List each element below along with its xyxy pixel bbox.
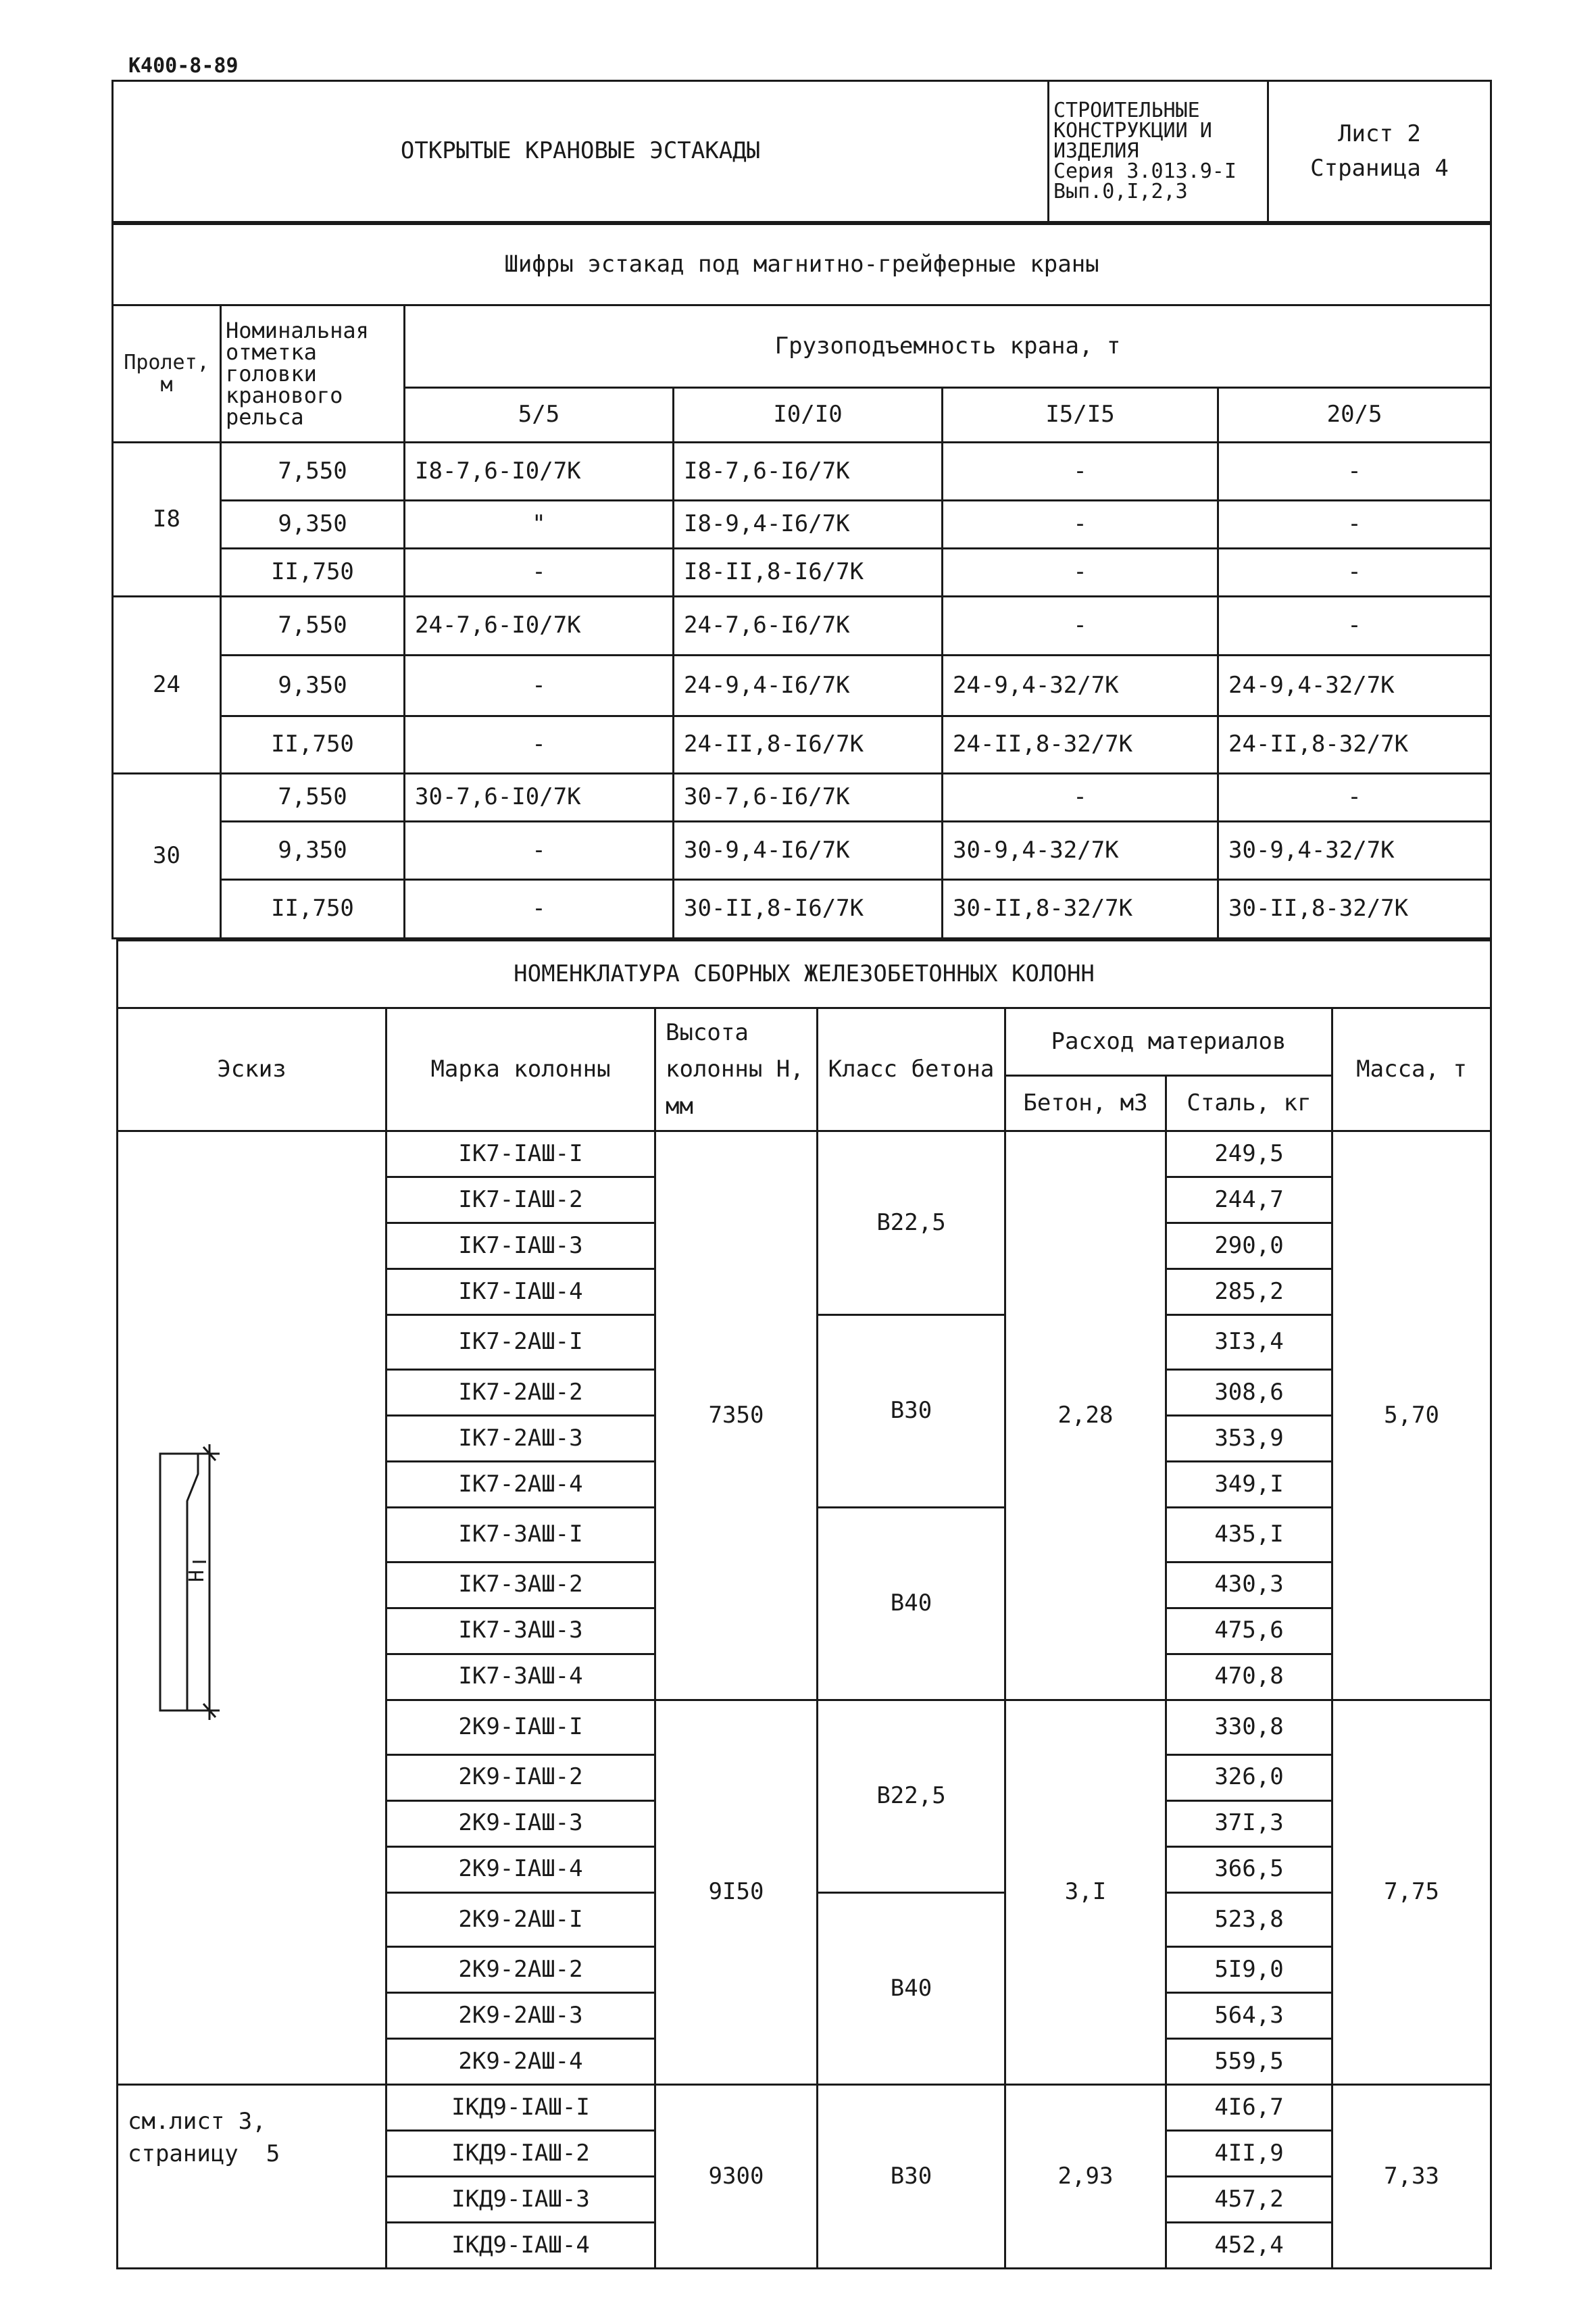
- code-cell: 24-9,4-32/7К: [1218, 656, 1491, 716]
- code-cell: I8-9,4-I6/7К: [674, 500, 943, 548]
- steel-cell: 308,6: [1166, 1369, 1332, 1415]
- steel-cell: 285,2: [1166, 1269, 1332, 1315]
- code-cell: -: [405, 656, 674, 716]
- code-cell: I8-7,6-I0/7К: [405, 443, 674, 500]
- rail-mark-cell: II,750: [221, 879, 405, 939]
- table-row: [113, 822, 1491, 879]
- concrete-volume-cell: 3,I: [1005, 1700, 1166, 2085]
- rail-mark-cell: II,750: [221, 548, 405, 596]
- code-cell: 24-9,4-I6/7К: [674, 656, 943, 716]
- column-mark-cell: IК7-IАШ-I: [386, 1131, 655, 1177]
- col-concrete-header: Бетон, м3: [1005, 1076, 1166, 1131]
- series-line: Серия 3.013.9-I: [1053, 159, 1237, 183]
- code-cell: -: [405, 716, 674, 773]
- capacity-header: I5/I5: [943, 387, 1218, 442]
- code-cell: I8-7,6-I6/7К: [674, 443, 943, 500]
- concrete-volume-cell: 2,28: [1005, 1131, 1166, 1700]
- steel-cell: 353,9: [1166, 1415, 1332, 1461]
- concrete-volume-cell: 2,93: [1005, 2085, 1166, 2269]
- column-mark-cell: IК7-3АШ-I: [386, 1507, 655, 1562]
- code-cell: ": [405, 500, 674, 548]
- table-row: [113, 716, 1491, 773]
- col-span-header: Пролет, м: [113, 305, 221, 442]
- code-cell: -: [1218, 500, 1491, 548]
- code-cell: 24-9,4-32/7К: [943, 656, 1218, 716]
- capacity-header: 20/5: [1218, 387, 1491, 442]
- capacity-header: I0/I0: [674, 387, 943, 442]
- series-line: Вып.0,I,2,3: [1053, 180, 1188, 203]
- series-line: СТРОИТЕЛЬНЫЕ: [1053, 99, 1200, 122]
- code-cell: I8-II,8-I6/7К: [674, 548, 943, 596]
- code-cell: -: [943, 774, 1218, 822]
- column-mark-cell: IК7-2АШ-I: [386, 1315, 655, 1370]
- code-cell: -: [943, 500, 1218, 548]
- table-row: [113, 656, 1491, 716]
- code-cell: -: [405, 822, 674, 879]
- steel-cell: 37I,3: [1166, 1800, 1332, 1846]
- steel-cell: 290,0: [1166, 1223, 1332, 1269]
- column-mark-cell: IК7-IАШ-3: [386, 1223, 655, 1269]
- height-cell: 7350: [655, 1131, 818, 1700]
- steel-cell: 523,8: [1166, 1892, 1332, 1947]
- document-code: К400-8-89: [128, 54, 239, 78]
- page-number: Страница 4: [1310, 155, 1449, 182]
- code-cell: 30-II,8-32/7К: [943, 879, 1218, 939]
- column-mark-cell: 2К9-IАШ-4: [386, 1846, 655, 1892]
- steel-cell: 457,2: [1166, 2177, 1332, 2223]
- columns-table-title: НОМЕНКЛАТУРА СБОРНЫХ ЖЕЛЕЗОБЕТОННЫХ КОЛОНН: [118, 941, 1491, 1008]
- steel-cell: 330,8: [1166, 1700, 1332, 1754]
- column-mark-cell: IКД9-IАШ-I: [386, 2085, 655, 2131]
- table-row: [113, 774, 1491, 822]
- steel-cell: 4II,9: [1166, 2131, 1332, 2177]
- column-mark-cell: 2К9-2АШ-3: [386, 1993, 655, 2039]
- rail-mark-cell: 9,350: [221, 500, 405, 548]
- steel-cell: 366,5: [1166, 1846, 1332, 1892]
- sketch-cell: [118, 1131, 386, 2085]
- mass-cell: 5,70: [1332, 1131, 1491, 1700]
- series-line: ИЗДЕЛИЯ: [1053, 139, 1139, 163]
- height-dimension-label: Н: [185, 1569, 209, 1582]
- concrete-class-cell: В30: [818, 1315, 1005, 1508]
- steel-cell: 249,5: [1166, 1131, 1332, 1177]
- columns-table: [116, 939, 1492, 2269]
- col-rail-mark-header: Номинальная отметка головки кранового рельса: [221, 305, 405, 442]
- codes-table: [111, 223, 1492, 939]
- code-cell: 24-II,8-32/7К: [1218, 716, 1491, 773]
- column-mark-cell: 2К9-2АШ-4: [386, 2039, 655, 2085]
- column-sketch-drawing: [118, 1132, 386, 2078]
- code-cell: -: [943, 548, 1218, 596]
- rail-mark-cell: 7,550: [221, 596, 405, 655]
- column-mark-cell: 2К9-IАШ-3: [386, 1800, 655, 1846]
- col-mass-header: Масса, т: [1332, 1008, 1491, 1131]
- column-mark-cell: 2К9-IАШ-2: [386, 1754, 655, 1800]
- rail-mark-cell: 9,350: [221, 822, 405, 879]
- table-row: [113, 548, 1491, 596]
- column-mark-cell: IК7-IАШ-4: [386, 1269, 655, 1315]
- column-mark-cell: IК7-2АШ-3: [386, 1415, 655, 1461]
- code-cell: -: [1218, 443, 1491, 500]
- code-cell: -: [1218, 774, 1491, 822]
- steel-cell: 326,0: [1166, 1754, 1332, 1800]
- height-cell: 9I50: [655, 1700, 818, 2085]
- column-mark-cell: IК7-2АШ-2: [386, 1369, 655, 1415]
- rail-mark-cell: II,750: [221, 716, 405, 773]
- code-cell: -: [405, 548, 674, 596]
- column-mark-cell: IК7-3АШ-2: [386, 1562, 655, 1608]
- col-height-header: Высота колонны Н, мм: [655, 1008, 818, 1131]
- column-mark-cell: IКД9-IАШ-3: [386, 2177, 655, 2223]
- rail-mark-cell: 7,550: [221, 443, 405, 500]
- column-mark-cell: IК7-3АШ-4: [386, 1654, 655, 1700]
- steel-cell: 244,7: [1166, 1177, 1332, 1223]
- note-line: страницу 5: [128, 2140, 280, 2167]
- series-line: КОНСТРУКЦИИ И: [1053, 119, 1212, 143]
- table-row: [113, 596, 1491, 655]
- code-cell: 30-II,8-I6/7К: [674, 879, 943, 939]
- steel-cell: 452,4: [1166, 2223, 1332, 2269]
- column-mark-cell: IКД9-IАШ-2: [386, 2131, 655, 2177]
- concrete-class-cell: В22,5: [818, 1131, 1005, 1315]
- concrete-class-cell: В40: [818, 1507, 1005, 1700]
- table-row: [113, 879, 1491, 939]
- col-steel-header: Сталь, кг: [1166, 1076, 1332, 1131]
- series-info: [1049, 81, 1268, 222]
- note-line: см.лист 3,: [128, 2108, 266, 2136]
- code-cell: -: [943, 596, 1218, 655]
- table-row: [113, 443, 1491, 500]
- mass-cell: 7,75: [1332, 1700, 1491, 2085]
- col-mark-header: Марка колонны: [386, 1008, 655, 1131]
- span-cell: 24: [113, 596, 221, 773]
- steel-cell: 4I6,7: [1166, 2085, 1332, 2131]
- see-sheet-note: [118, 2085, 386, 2269]
- col-sketch-header: Эскиз: [118, 1008, 386, 1131]
- column-mark-cell: 2К9-2АШ-2: [386, 1947, 655, 1993]
- steel-cell: 435,I: [1166, 1507, 1332, 1562]
- steel-cell: 475,6: [1166, 1608, 1332, 1654]
- span-cell: 30: [113, 774, 221, 939]
- span-cell: I8: [113, 443, 221, 597]
- rail-mark-cell: 9,350: [221, 656, 405, 716]
- table-row: [118, 2085, 1491, 2131]
- code-cell: 30-7,6-I0/7К: [405, 774, 674, 822]
- column-mark-cell: IКД9-IАШ-4: [386, 2223, 655, 2269]
- column-mark-cell: IК7-IАШ-2: [386, 1177, 655, 1223]
- code-cell: 30-9,4-32/7К: [943, 822, 1218, 879]
- column-mark-cell: IК7-3АШ-3: [386, 1608, 655, 1654]
- col-class-header: Класс бетона: [818, 1008, 1005, 1131]
- height-cell: 9300: [655, 2085, 818, 2269]
- code-cell: 24-II,8-I6/7К: [674, 716, 943, 773]
- table-row: [113, 500, 1491, 548]
- code-cell: -: [943, 443, 1218, 500]
- sheet-number: Лист 2: [1338, 120, 1421, 147]
- rail-mark-cell: 7,550: [221, 774, 405, 822]
- steel-cell: 430,3: [1166, 1562, 1332, 1608]
- steel-cell: 559,5: [1166, 2039, 1332, 2085]
- concrete-class-cell: В40: [818, 1892, 1005, 2085]
- steel-cell: 5I9,0: [1166, 1947, 1332, 1993]
- col-capacity-header: Грузоподъемность крана, т: [405, 305, 1491, 387]
- concrete-class-cell: В30: [818, 2085, 1005, 2269]
- code-cell: 30-7,6-I6/7К: [674, 774, 943, 822]
- steel-cell: 349,I: [1166, 1461, 1332, 1507]
- steel-cell: 564,3: [1166, 1993, 1332, 2039]
- column-mark-cell: IК7-2АШ-4: [386, 1461, 655, 1507]
- code-cell: 30-II,8-32/7К: [1218, 879, 1491, 939]
- code-cell: 30-9,4-I6/7К: [674, 822, 943, 879]
- column-mark-cell: 2К9-IАШ-I: [386, 1700, 655, 1754]
- concrete-class-cell: В22,5: [818, 1700, 1005, 1892]
- code-cell: 24-7,6-I6/7К: [674, 596, 943, 655]
- steel-cell: 3I3,4: [1166, 1315, 1332, 1370]
- document-title: ОТКРЫТЫЕ КРАНОВЫЕ ЭСТАКАДЫ: [113, 81, 1049, 222]
- code-cell: -: [1218, 548, 1491, 596]
- codes-table-title: Шифры эстакад под магнитно-грейферные краны: [113, 224, 1491, 305]
- code-cell: -: [405, 879, 674, 939]
- code-cell: 24-7,6-I0/7К: [405, 596, 674, 655]
- sheet-info: [1268, 81, 1491, 222]
- title-block: [111, 80, 1492, 223]
- capacity-header: 5/5: [405, 387, 674, 442]
- code-cell: 30-9,4-32/7К: [1218, 822, 1491, 879]
- table-row: [118, 1131, 1491, 1177]
- col-consumption-header: Расход материалов: [1005, 1008, 1332, 1076]
- steel-cell: 470,8: [1166, 1654, 1332, 1700]
- mass-cell: 7,33: [1332, 2085, 1491, 2269]
- code-cell: -: [1218, 596, 1491, 655]
- code-cell: 24-II,8-32/7К: [943, 716, 1218, 773]
- column-mark-cell: 2К9-2АШ-I: [386, 1892, 655, 1947]
